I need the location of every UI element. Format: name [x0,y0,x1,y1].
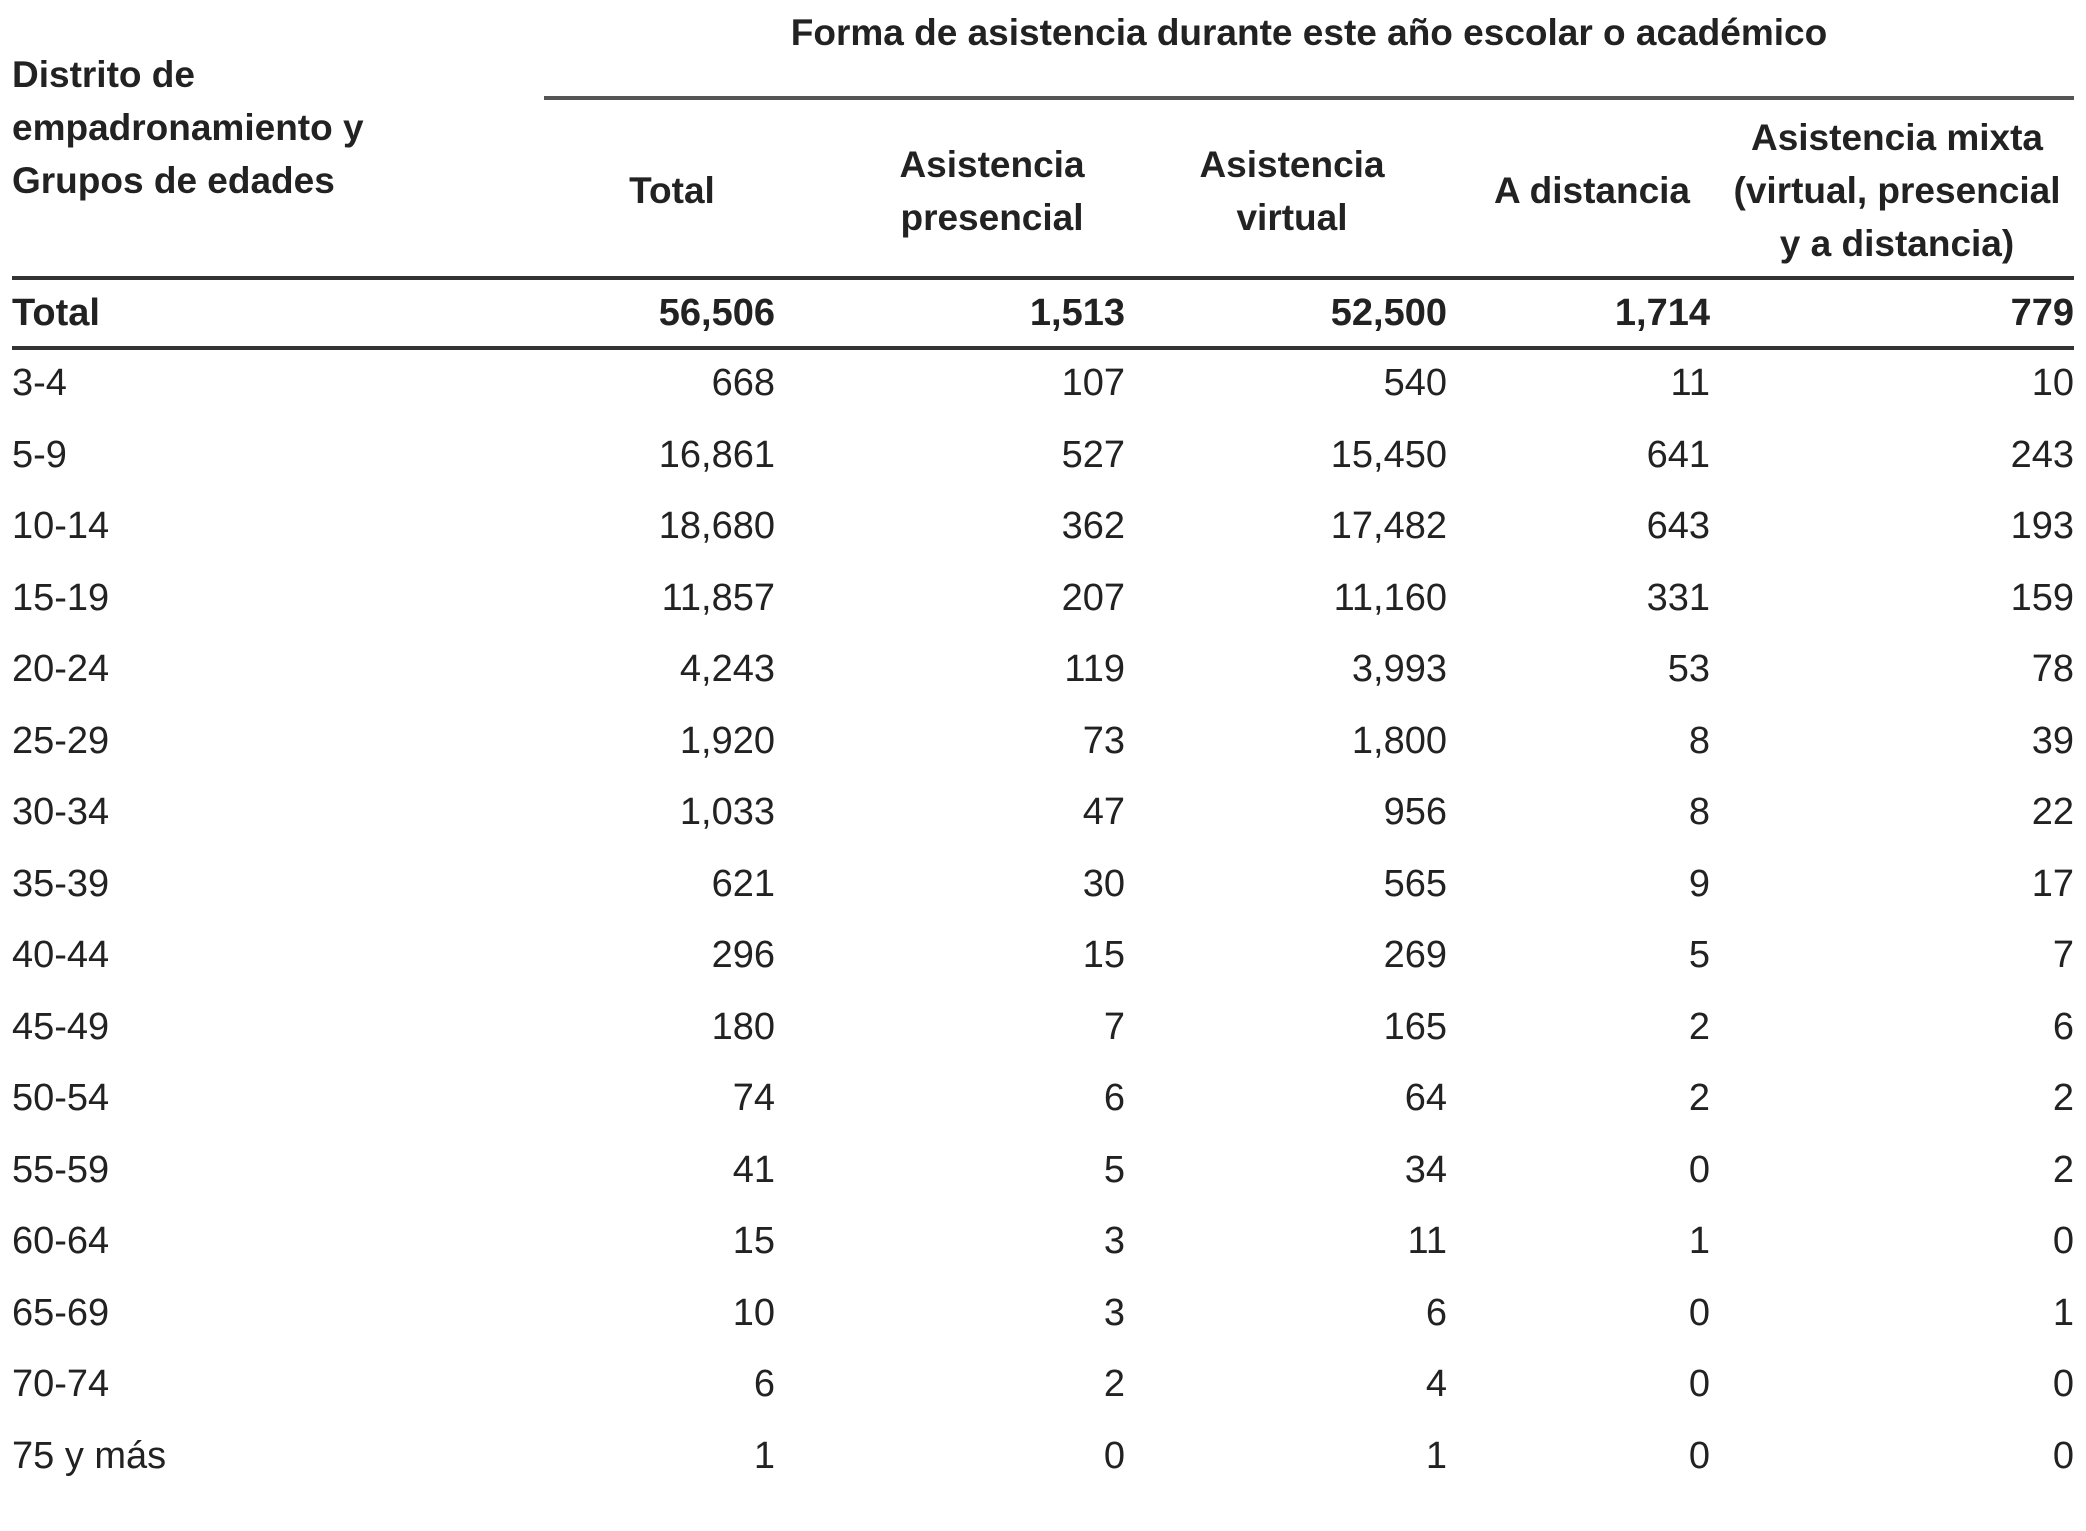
cell-virtual: 165 [1383,1005,1447,1048]
cell-presencial: 107 [1061,362,1125,405]
cell-label: 60-64 [12,1220,110,1263]
col-header-line: Asistencia mixta [1750,117,2044,158]
col-header-line: (virtual, presencial [1733,170,2061,211]
col-header-presencial [832,138,1152,244]
cell-label: 3-4 [12,362,67,405]
total-row-mixta: 779 [2010,291,2074,334]
cell-presencial: 207 [1061,576,1125,619]
row-label-header-line: Distrito de [12,54,195,95]
cell-virtual: 34 [1404,1148,1447,1191]
cell-distancia: 9 [1688,862,1710,905]
cell-label: 10-14 [12,505,110,548]
cell-presencial: 7 [1103,1005,1125,1048]
cell-presencial: 15 [1082,934,1125,977]
cell-mixta: 0 [2052,1363,2074,1406]
cell-total: 621 [711,862,775,905]
table-row [12,563,2074,635]
row-label-header-line: empadronamiento y [12,107,364,148]
total-row [12,278,2074,348]
table-row [12,348,2074,420]
table-row [12,1206,2074,1278]
table-row [12,777,2074,849]
cell-total: 180 [711,1005,775,1048]
cell-total: 15 [732,1220,775,1263]
cell-label: 70-74 [12,1363,110,1406]
cell-distancia: 0 [1688,1434,1710,1477]
table-row [12,420,2074,492]
cell-label: 75 y más [12,1434,167,1477]
total-row-presencial: 1,513 [1029,291,1125,334]
row-label-header [12,48,364,207]
cell-total: 668 [711,362,775,405]
cell-presencial: 30 [1082,862,1125,905]
total-row-label: Total [12,291,100,334]
cell-label: 5-9 [12,433,67,476]
cell-label: 55-59 [12,1148,110,1191]
total-row-distancia: 1,714 [1614,291,1710,334]
cell-presencial: 3 [1103,1291,1125,1334]
cell-distancia: 643 [1646,505,1710,548]
table-row [12,1278,2074,1350]
cell-presencial: 527 [1061,433,1125,476]
cell-virtual: 956 [1383,791,1447,834]
cell-virtual: 540 [1383,362,1447,405]
cell-presencial: 2 [1103,1363,1125,1406]
cell-virtual: 3,993 [1351,648,1447,691]
table-row [12,706,2074,778]
cell-virtual: 11 [1407,1220,1447,1263]
cell-virtual: 1 [1425,1434,1447,1477]
cell-virtual: 269 [1383,934,1447,977]
cell-distancia: 2 [1688,1077,1710,1120]
cell-virtual: 11,160 [1333,576,1447,619]
cell-distancia: 53 [1667,648,1710,691]
cell-mixta: 2 [2052,1077,2074,1120]
cell-presencial: 73 [1082,719,1125,762]
cell-mixta: 7 [2052,934,2074,977]
cell-distancia: 8 [1688,791,1710,834]
cell-total: 4,243 [679,648,775,691]
cell-presencial: 47 [1082,791,1125,834]
cell-presencial: 0 [1103,1434,1125,1477]
col-header-mixta [1717,111,2077,270]
cell-total: 1,920 [679,719,775,762]
cell-virtual: 565 [1383,862,1447,905]
table-body [12,278,2074,1492]
total-row-total: 56,506 [658,291,775,334]
cell-distancia: 8 [1688,719,1710,762]
cell-distancia: 2 [1688,1005,1710,1048]
table-row [12,1135,2074,1207]
cell-mixta: 0 [2052,1220,2074,1263]
cell-distancia: 0 [1688,1148,1710,1191]
table-row [12,491,2074,563]
col-header-line: Asistencia [899,144,1085,185]
cell-presencial: 3 [1103,1220,1125,1263]
group-header-title: Forma de asistencia durante este año escolar o académico [790,12,1828,53]
cell-mixta: 39 [2031,719,2074,762]
cell-mixta: 6 [2052,1005,2074,1048]
cell-presencial: 5 [1103,1148,1125,1191]
col-header-total [572,164,772,217]
cell-label: 30-34 [12,791,110,834]
col-header-line: Total [629,170,715,211]
cell-presencial: 362 [1061,505,1125,548]
cell-label: 35-39 [12,862,110,905]
col-header-virtual [1162,138,1422,244]
cell-virtual: 6 [1425,1291,1447,1334]
col-header-line: A distancia [1493,170,1691,211]
cell-label: 50-54 [12,1077,110,1120]
cell-distancia: 1 [1688,1220,1710,1263]
cell-virtual: 15,450 [1330,433,1447,476]
cell-mixta: 2 [2052,1148,2074,1191]
cell-distancia: 641 [1646,433,1710,476]
cell-total: 41 [732,1148,775,1191]
cell-label: 45-49 [12,1005,110,1048]
cell-virtual: 1,800 [1351,719,1447,762]
col-header-line: virtual [1236,197,1348,238]
row-label-header-line: Grupos de edades [12,160,335,201]
data-table [12,278,2074,1492]
cell-distancia: 0 [1688,1363,1710,1406]
cell-total: 1,033 [679,791,775,834]
cell-mixta: 17 [2031,862,2074,905]
col-header-line: presencial [900,197,1084,238]
cell-mixta: 159 [2010,576,2074,619]
cell-presencial: 6 [1103,1077,1125,1120]
table-row [12,634,2074,706]
cell-total: 1 [753,1434,775,1477]
cell-total: 18,680 [658,505,775,548]
table-row [12,1063,2074,1135]
group-header-rule [544,96,2074,100]
table-row [12,849,2074,921]
cell-label: 40-44 [12,934,110,977]
cell-label: 25-29 [12,719,110,762]
cell-total: 74 [732,1077,775,1120]
col-header-line: Asistencia [1199,144,1385,185]
cell-label: 20-24 [12,648,110,691]
cell-virtual: 4 [1425,1363,1447,1406]
cell-mixta: 193 [2010,505,2074,548]
cell-mixta: 10 [2031,362,2074,405]
table-row [12,992,2074,1064]
cell-total: 16,861 [658,433,775,476]
cell-virtual: 64 [1404,1077,1447,1120]
col-header-line: y a distancia) [1779,223,2015,264]
cell-mixta: 78 [2031,648,2074,691]
cell-total: 296 [711,934,775,977]
cell-mixta: 0 [2052,1434,2074,1477]
cell-distancia: 11 [1670,362,1710,405]
cell-presencial: 119 [1064,648,1125,691]
cell-mixta: 22 [2031,791,2074,834]
cell-total: 11,857 [661,576,775,619]
cell-mixta: 243 [2010,433,2074,476]
cell-total: 6 [753,1363,775,1406]
cell-distancia: 5 [1688,934,1710,977]
cell-label: 65-69 [12,1291,110,1334]
table-row [12,1349,2074,1421]
table-row [12,920,2074,992]
cell-distancia: 331 [1646,576,1710,619]
cell-label: 15-19 [12,576,110,619]
cell-virtual: 17,482 [1330,505,1447,548]
col-header-distancia [1467,164,1717,217]
cell-distancia: 0 [1688,1291,1710,1334]
total-row-virtual: 52,500 [1330,291,1447,334]
cell-mixta: 1 [2052,1291,2074,1334]
table-row [12,1421,2074,1493]
cell-total: 10 [732,1291,775,1334]
